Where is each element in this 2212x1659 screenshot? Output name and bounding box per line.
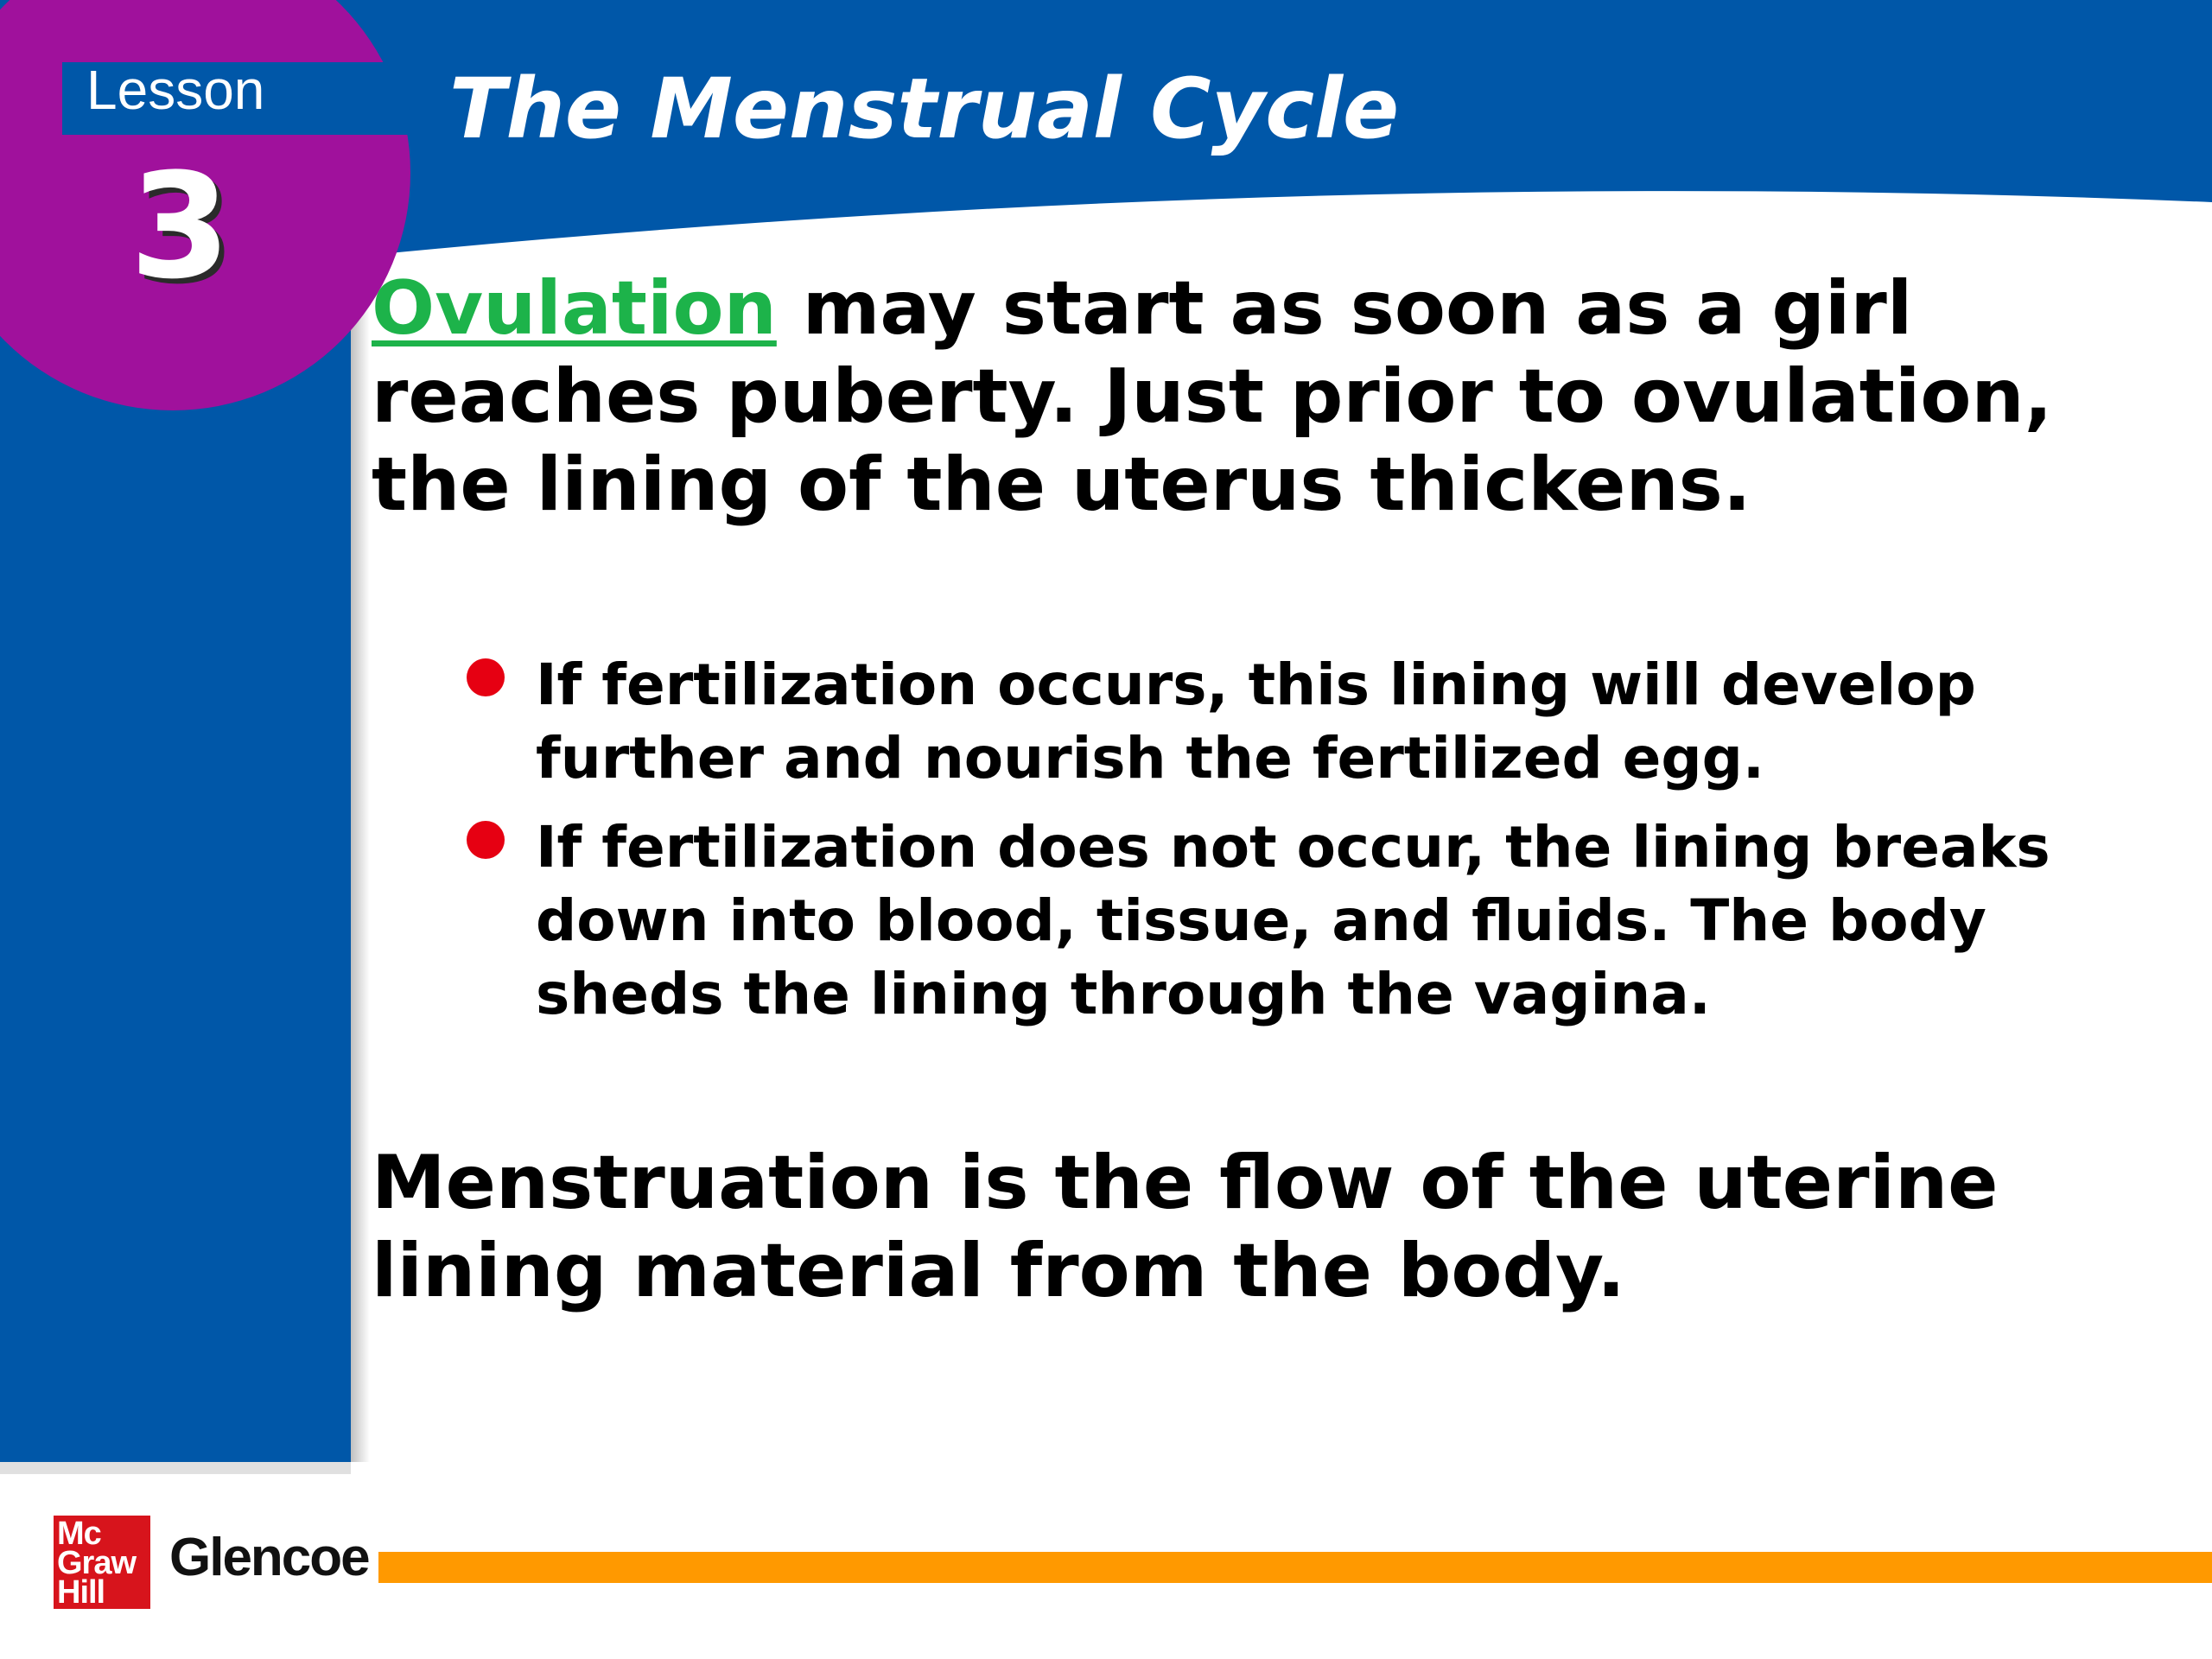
logo-line: Hill (57, 1574, 105, 1611)
bullet-icon (467, 821, 505, 859)
logo-line: Mc (57, 1516, 101, 1552)
list-item (536, 810, 2186, 1031)
menstruation-paragraph: Menstruation is the flow of the uterine lining material from the body. (372, 1140, 1999, 1314)
bullet-icon (467, 658, 505, 696)
list-item (536, 648, 2186, 795)
ovulation-paragraph (372, 264, 2152, 529)
lesson-label: Lesson (86, 59, 265, 121)
bullet-text: If fertilization occurs, this lining will develop further and nourish the fertilized egg. (536, 652, 1976, 791)
lesson-number: 3 (130, 142, 231, 311)
ovulation-paragraph-text: may start as soon as a girl reaches puberty. Just prior to ovulation, the lining of the uterus thickens. (372, 265, 2053, 528)
logo-line: Graw (57, 1545, 137, 1581)
page-title: The Menstrual Cycle (449, 60, 1400, 157)
bullet-text: If fertilization does not occur, the lining breaks down into blood, tissue, and fluids. The body sheds the lining through the vagina. (536, 814, 2050, 1027)
mcgraw-hill-logo (54, 1516, 150, 1609)
footer-orange-bar (378, 1552, 2212, 1583)
ovulation-link[interactable]: Ovulation (372, 265, 777, 352)
glencoe-brand: Glencoe (169, 1528, 369, 1587)
